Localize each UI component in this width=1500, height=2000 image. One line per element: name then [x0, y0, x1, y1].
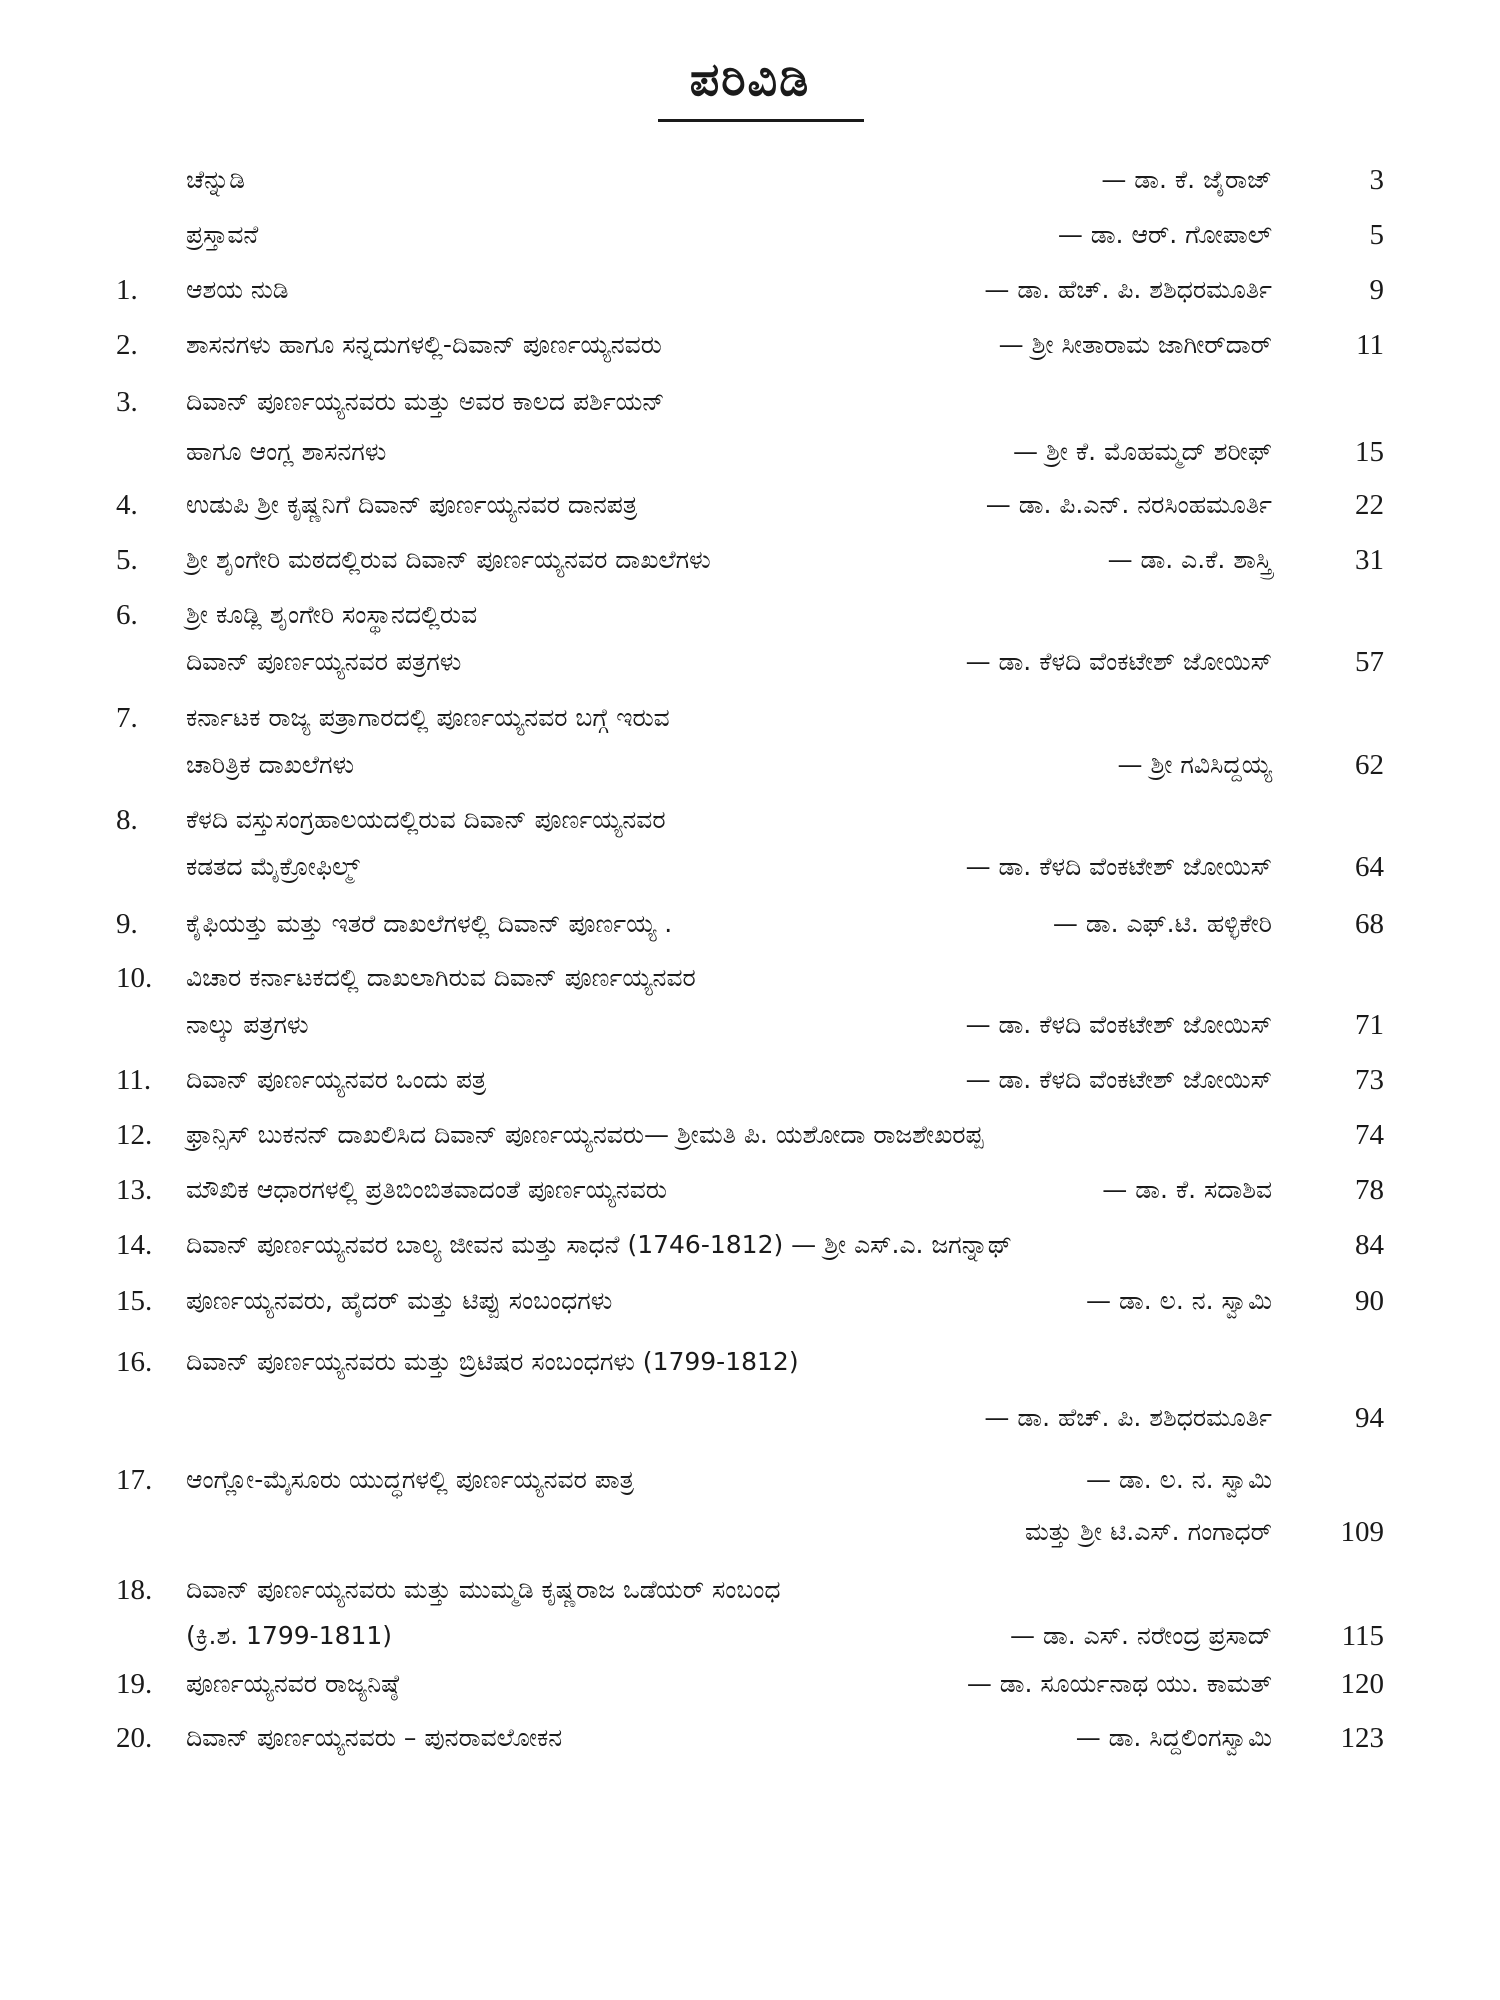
toc-entry-10: [0, 958, 1500, 998]
toc-title-cont: (ಕ್ರಿ.ಶ. 1799-1811): [186, 1621, 393, 1650]
toc-author: — ಡಾ. ಎಫ್.ಟಿ. ಹಳ್ಳಿಕೇರಿ: [1052, 909, 1272, 938]
toc-title-cont: ನಾಲ್ಕು ಪತ್ರಗಳು: [186, 1010, 309, 1039]
toc-entry-3-cont: [0, 432, 1500, 472]
toc-author: — ಡಾ. ಕೆ. ಸದಾಶಿವ: [1102, 1175, 1272, 1204]
page-title: ಪರಿವಿಡಿ: [689, 52, 811, 106]
toc-number: 13.: [116, 1174, 153, 1206]
toc-author: — ಡಾ. ಲ. ನ. ಸ್ವಾಮಿ: [1086, 1465, 1272, 1494]
toc-number: 1.: [116, 274, 138, 306]
toc-title-cont: ಕಡತದ ಮೈಕ್ರೋಫಿಲ್ಮ್: [186, 852, 360, 881]
toc-title: ಪೂರ್ಣಯ್ಯನವರು, ಹೈದರ್ ಮತ್ತು ಟಿಪ್ಪು ಸಂಬಂಧಗಳು: [186, 1286, 613, 1315]
toc-front-matter-2: [0, 215, 1500, 255]
toc-page-number: 120: [1340, 1668, 1384, 1700]
toc-page-number: 57: [1355, 646, 1384, 678]
toc-number: 7.: [116, 702, 138, 734]
toc-author: — ಡಾ. ಎಸ್. ನರೇಂದ್ರ ಪ್ರಸಾದ್: [1010, 1621, 1272, 1650]
toc-title: ಶ್ರೀ ಕೂಡ್ಲಿ ಶೃಂಗೇರಿ ಸಂಸ್ಥಾನದಲ್ಲಿರುವ: [186, 600, 478, 629]
toc-title: ವಿಚಾರ ಕರ್ನಾಟಕದಲ್ಲಿ ದಾಖಲಾಗಿರುವ ದಿವಾನ್ ಪೂರ್ಣಯ್ಯನವರ: [186, 963, 696, 992]
toc-title: ಆಂಗ್ಲೋ-ಮೈಸೂರು ಯುದ್ಧಗಳಲ್ಲಿ ಪೂರ್ಣಯ್ಯನವರ ಪಾತ್ರ: [186, 1465, 634, 1494]
toc-title: ದಿವಾನ್ ಪೂರ್ಣಯ್ಯನವರು ಮತ್ತು ಮುಮ್ಮಡಿ ಕೃಷ್ಣರಾಜ ಒಡೆಯರ್ ಸಂಬಂಧ: [186, 1575, 781, 1604]
toc-number: 5.: [116, 544, 138, 576]
toc-number: 3.: [116, 386, 138, 418]
toc-page-number: 64: [1355, 851, 1384, 883]
toc-author: — ಡಾ. ಹೆಚ್. ಪಿ. ಶಶಿಧರಮೂರ್ತಿ: [984, 275, 1272, 304]
toc-front-matter-1: [0, 160, 1500, 200]
toc-number: 14.: [116, 1229, 153, 1261]
toc-page-number: 115: [1341, 1620, 1384, 1652]
toc-page-number: 84: [1355, 1229, 1384, 1261]
toc-title: ದಿವಾನ್ ಪೂರ್ಣಯ್ಯನವರು ಮತ್ತು ಬ್ರಿಟಿಷರ ಸಂಬಂಧಗಳು (1799-1812): [186, 1347, 799, 1376]
toc-title: ಪ್ರಸ್ತಾವನೆ: [186, 220, 259, 249]
toc-title: ಫ್ರಾನ್ಸಿಸ್ ಬುಕನನ್ ದಾಖಲಿಸಿದ ದಿವಾನ್ ಪೂರ್ಣಯ್ಯನವರು— ಶ್ರೀಮತಿ ಪಿ. ಯಶೋದಾ ರಾಜಶೇಖರಪ್ಪ: [186, 1120, 984, 1149]
toc-entry-1: [0, 270, 1500, 310]
toc-page-number: 90: [1355, 1285, 1384, 1317]
toc-title-cont: ದಿವಾನ್ ಪೂರ್ಣಯ್ಯನವರ ಪತ್ರಗಳು: [186, 647, 462, 676]
toc-number: 16.: [116, 1346, 153, 1378]
toc-entry-19: [0, 1664, 1500, 1704]
toc-entry-17-cont: [0, 1512, 1500, 1552]
toc-number: 18.: [116, 1574, 153, 1606]
toc-author: — ಡಾ. ಕೆಳದಿ ವೆಂಕಟೇಶ್ ಜೋಯಿಸ್: [965, 647, 1272, 676]
toc-title: ಉಡುಪಿ ಶ್ರೀ ಕೃಷ್ಣನಿಗೆ ದಿವಾನ್ ಪೂರ್ಣಯ್ಯನವರ ದಾನಪತ್ರ: [186, 490, 638, 519]
toc-number: 20.: [116, 1722, 153, 1754]
toc-author: — ಡಾ. ಕೆಳದಿ ವೆಂಕಟೇಶ್ ಜೋಯಿಸ್: [965, 1065, 1272, 1094]
toc-entry-7: [0, 698, 1500, 738]
toc-page-number: 73: [1355, 1064, 1384, 1096]
toc-number: 15.: [116, 1285, 153, 1317]
toc-page-number: 123: [1340, 1722, 1384, 1754]
toc-author: — ಡಾ. ಕೆಳದಿ ವೆಂಕಟೇಶ್ ಜೋಯಿಸ್: [965, 852, 1272, 881]
toc-title: ಶಾಸನಗಳು ಹಾಗೂ ಸನ್ನದುಗಳಲ್ಲಿ-ದಿವಾನ್ ಪೂರ್ಣಯ್ಯನವರು: [186, 330, 662, 359]
toc-title: ದಿವಾನ್ ಪೂರ್ಣಯ್ಯನವರ ಒಂದು ಪತ್ರ: [186, 1065, 487, 1094]
toc-entry-9: [0, 904, 1500, 944]
toc-entry-10-cont: [0, 1005, 1500, 1045]
toc-page-number: 9: [1369, 274, 1384, 306]
toc-number: 8.: [116, 804, 138, 836]
toc-author: — ಶ್ರೀ ಕೆ. ಮೊಹಮ್ಮದ್ ಶರೀಫ್: [1013, 437, 1272, 466]
toc-number: 6.: [116, 599, 138, 631]
toc-entry-20: [0, 1718, 1500, 1758]
toc-number: 11.: [116, 1064, 152, 1096]
toc-title: ಮೌಖಿಕ ಆಧಾರಗಳಲ್ಲಿ ಪ್ರತಿಬಿಂಬಿತವಾದಂತೆ ಪೂರ್ಣಯ್ಯನವರು: [186, 1175, 667, 1204]
toc-title: ದಿವಾನ್ ಪೂರ್ಣಯ್ಯನವರು – ಪುನರಾವಲೋಕನ: [186, 1723, 563, 1752]
toc-author: — ಡಾ. ಕೆಳದಿ ವೆಂಕಟೇಶ್ ಜೋಯಿಸ್: [965, 1010, 1272, 1039]
toc-author-cont: ಮತ್ತು ಶ್ರೀ ಟಿ.ಎಸ್. ಗಂಗಾಧರ್: [1024, 1517, 1272, 1546]
toc-page-number: 15: [1355, 436, 1384, 468]
toc-title: ಶ್ರೀ ಶೃಂಗೇರಿ ಮಠದಲ್ಲಿರುವ ದಿವಾನ್ ಪೂರ್ಣಯ್ಯನವರ ದಾಖಲೆಗಳು: [186, 545, 711, 574]
toc-title: ಕೈಫಿಯತ್ತು ಮತ್ತು ಇತರೆ ದಾಖಲೆಗಳಲ್ಲಿ ದಿವಾನ್ ಪೂರ್ಣಯ್ಯ .: [186, 909, 673, 938]
toc-entry-11: [0, 1060, 1500, 1100]
toc-page-number: 3: [1369, 164, 1384, 196]
toc-title: ದಿವಾನ್ ಪೂರ್ಣಯ್ಯನವರ ಬಾಲ್ಯ ಜೀವನ ಮತ್ತು ಸಾಧನೆ (1746-1812) — ಶ್ರೀ ಎಸ್.ಎ. ಜಗನ್ನಾಥ್: [186, 1230, 1013, 1259]
toc-page-number: 71: [1355, 1009, 1384, 1041]
toc-entry-16: [0, 1342, 1500, 1382]
toc-author: — ಡಾ. ಪಿ.ಎನ್. ನರಸಿಂಹಮೂರ್ತಿ: [985, 490, 1272, 519]
toc-page-number: 5: [1369, 219, 1384, 251]
toc-entry-14: [0, 1225, 1500, 1265]
toc-number: 2.: [116, 329, 138, 361]
toc-author: — ಡಾ. ಎ.ಕೆ. ಶಾಸ್ತ್ರಿ: [1107, 545, 1272, 574]
toc-title-cont: ಹಾಗೂ ಆಂಗ್ಲ ಶಾಸನಗಳು: [186, 437, 387, 466]
toc-page-number: 31: [1355, 544, 1384, 576]
toc-entry-13: [0, 1170, 1500, 1210]
toc-title: ಪೂರ್ಣಯ್ಯನವರ ರಾಜ್ಯನಿಷ್ಠೆ: [186, 1669, 400, 1698]
toc-title: ದಿವಾನ್ ಪೂರ್ಣಯ್ಯನವರು ಮತ್ತು ಅವರ ಕಾಲದ ಪರ್ಶಿಯನ್: [186, 387, 665, 416]
toc-author: — ಡಾ. ಆರ್. ಗೋಪಾಲ್: [1057, 220, 1272, 249]
toc-entry-8-cont: [0, 847, 1500, 887]
toc-page-number: 11: [1356, 329, 1384, 361]
toc-number: 9.: [116, 908, 138, 940]
toc-entry-3: [0, 382, 1500, 422]
toc-title-cont: ಚಾರಿತ್ರಿಕ ದಾಖಲೆಗಳು: [186, 750, 355, 779]
toc-page-number: 109: [1340, 1516, 1384, 1548]
toc-entry-18: [0, 1570, 1500, 1610]
toc-entry-16-cont: [0, 1398, 1500, 1438]
toc-entry-12: [0, 1115, 1500, 1155]
toc-number: 19.: [116, 1668, 153, 1700]
toc-page-number: 94: [1355, 1402, 1384, 1434]
toc-page-number: 22: [1355, 489, 1384, 521]
toc-entry-6: [0, 595, 1500, 635]
toc-number: 4.: [116, 489, 138, 521]
toc-title: ಆಶಯ ನುಡಿ: [186, 275, 289, 304]
toc-title: ಕೆಳದಿ ವಸ್ತುಸಂಗ್ರಹಾಲಯದಲ್ಲಿರುವ ದಿವಾನ್ ಪೂರ್ಣಯ್ಯನವರ: [186, 805, 666, 834]
toc-entry-4: [0, 485, 1500, 525]
toc-author: — ಡಾ. ಲ. ನ. ಸ್ವಾಮಿ: [1086, 1286, 1272, 1315]
toc-page-number: 62: [1355, 749, 1384, 781]
toc-entry-7-cont: [0, 745, 1500, 785]
toc-author: — ಡಾ. ಕೆ. ಜೈರಾಜ್: [1101, 165, 1272, 194]
toc-entry-6-cont: [0, 642, 1500, 682]
toc-author: — ಡಾ. ಹೆಚ್. ಪಿ. ಶಶಿಧರಮೂರ್ತಿ: [984, 1403, 1272, 1432]
toc-number: 10.: [116, 962, 153, 994]
toc-title: ಚೆನ್ನುಡಿ: [186, 165, 246, 194]
toc-title: ಕರ್ನಾಟಕ ರಾಜ್ಯ ಪತ್ರಾಗಾರದಲ್ಲಿ ಪೂರ್ಣಯ್ಯನವರ ಬಗ್ಗೆ ಇರುವ: [186, 703, 670, 732]
toc-entry-2: [0, 325, 1500, 365]
toc-entry-17: [0, 1460, 1500, 1500]
toc-author: — ಶ್ರೀ ಗವಿಸಿದ್ದಯ್ಯ: [1117, 750, 1272, 779]
toc-page-number: 78: [1355, 1174, 1384, 1206]
toc-entry-15: [0, 1281, 1500, 1321]
toc-entry-5: [0, 540, 1500, 580]
toc-author: — ಡಾ. ಸಿದ್ದಲಿಂಗಸ್ವಾಮಿ: [1075, 1723, 1272, 1752]
toc-page-number: 74: [1355, 1119, 1384, 1151]
toc-author: — ಶ್ರೀ ಸೀತಾರಾಮ ಜಾಗೀರ್‌ದಾರ್: [998, 330, 1272, 359]
title-underline: [658, 119, 864, 122]
toc-page-number: 68: [1355, 908, 1384, 940]
toc-number: 17.: [116, 1464, 153, 1496]
toc-entry-8: [0, 800, 1500, 840]
toc-entry-18-cont: [0, 1616, 1500, 1656]
toc-author: — ಡಾ. ಸೂರ್ಯನಾಥ ಯು. ಕಾಮತ್: [966, 1669, 1272, 1698]
toc-number: 12.: [116, 1119, 153, 1151]
